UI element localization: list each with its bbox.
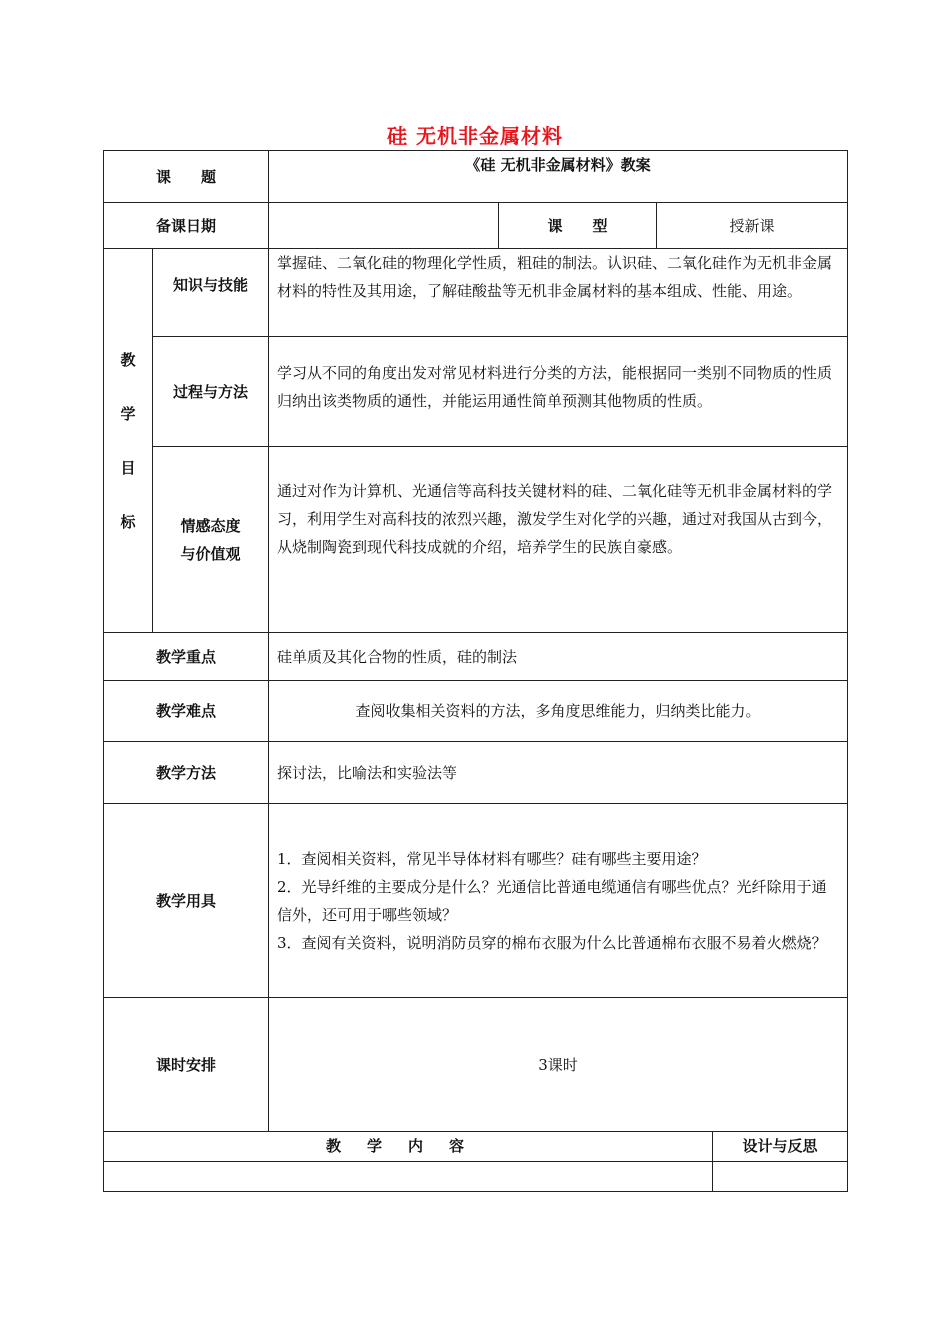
prep-date-value <box>269 203 499 249</box>
content-label: 教学内容 <box>104 1132 713 1162</box>
objective-process-row <box>104 337 848 447</box>
tools-list <box>269 804 848 998</box>
content-header-row <box>104 1132 848 1162</box>
list-item: 2．光导纤维的主要成分是什么？光通信比普通电缆通信有哪些优点？光纤除用于通信外，还可用于哪些领域？ <box>277 877 827 924</box>
schedule-row <box>104 998 848 1132</box>
schedule-label: 课时安排 <box>104 998 269 1132</box>
difficulties-row <box>104 681 848 742</box>
reflection-cell <box>713 1162 848 1192</box>
topic-label: 课 题 <box>104 151 269 203</box>
process-value: 学习从不同的角度出发对常见材料进行分类的方法，能根据同一类别不同物质的性质归纳出该类物质的通性，并能运用通性简单预测其他物质的性质。 <box>269 337 848 447</box>
objective-knowledge-row <box>104 249 848 337</box>
lesson-plan-table <box>103 150 848 1192</box>
difficulties-value: 查阅收集相关资料的方法，多角度思维能力，归纳类比能力。 <box>269 681 848 742</box>
lesson-type-label: 课 型 <box>499 203 657 249</box>
list-item: 1．查阅相关资料，常见半导体材料有哪些？硅有哪些主要用途？ <box>277 849 707 868</box>
methods-value: 探讨法，比喻法和实验法等 <box>269 742 848 804</box>
process-label: 过程与方法 <box>153 337 269 447</box>
key-points-value: 硅单质及其化合物的性质，硅的制法 <box>269 633 848 681</box>
emotion-label: 情感态度 与价值观 <box>153 447 269 633</box>
topic-value: 《硅 无机非金属材料》教案 <box>269 151 848 203</box>
tools-row <box>104 804 848 998</box>
schedule-value: 3课时 <box>269 998 848 1132</box>
reflection-label: 设计与反思 <box>713 1132 848 1162</box>
objectives-group-label: 教 学 目 标 <box>104 249 153 633</box>
key-points-row <box>104 633 848 681</box>
key-points-label: 教学重点 <box>104 633 269 681</box>
content-cell <box>104 1162 713 1192</box>
topic-row <box>104 151 848 203</box>
prep-date-label: 备课日期 <box>104 203 269 249</box>
list-item: 3．查阅有关资料，说明消防员穿的棉布衣服为什么比普通棉布衣服不易着火燃烧？ <box>277 933 827 952</box>
methods-row <box>104 742 848 804</box>
methods-label: 教学方法 <box>104 742 269 804</box>
knowledge-label: 知识与技能 <box>153 249 269 337</box>
page-title: 硅 无机非金属材料 <box>387 124 563 148</box>
content-row <box>104 1162 848 1192</box>
objective-emotion-row <box>104 447 848 633</box>
prep-date-row <box>104 203 848 249</box>
difficulties-label: 教学难点 <box>104 681 269 742</box>
emotion-value: 通过对作为计算机、光通信等高科技关键材料的硅、二氧化硅等无机非金属材料的学习，利用学生对高科技的浓烈兴趣，激发学生对化学的兴趣，通过对我国从古到今，从烧制陶瓷到现代科技成就的介绍，培养学生的民族自豪感。 <box>269 447 848 633</box>
lesson-type-value: 授新课 <box>657 203 848 249</box>
tools-label: 教学用具 <box>104 804 269 998</box>
knowledge-value: 掌握硅、二氧化硅的物理化学性质，粗硅的制法。认识硅、二氧化硅作为无机非金属材料的特性及其用途，了解硅酸盐等无机非金属材料的基本组成、性能、用途。 <box>269 249 848 337</box>
